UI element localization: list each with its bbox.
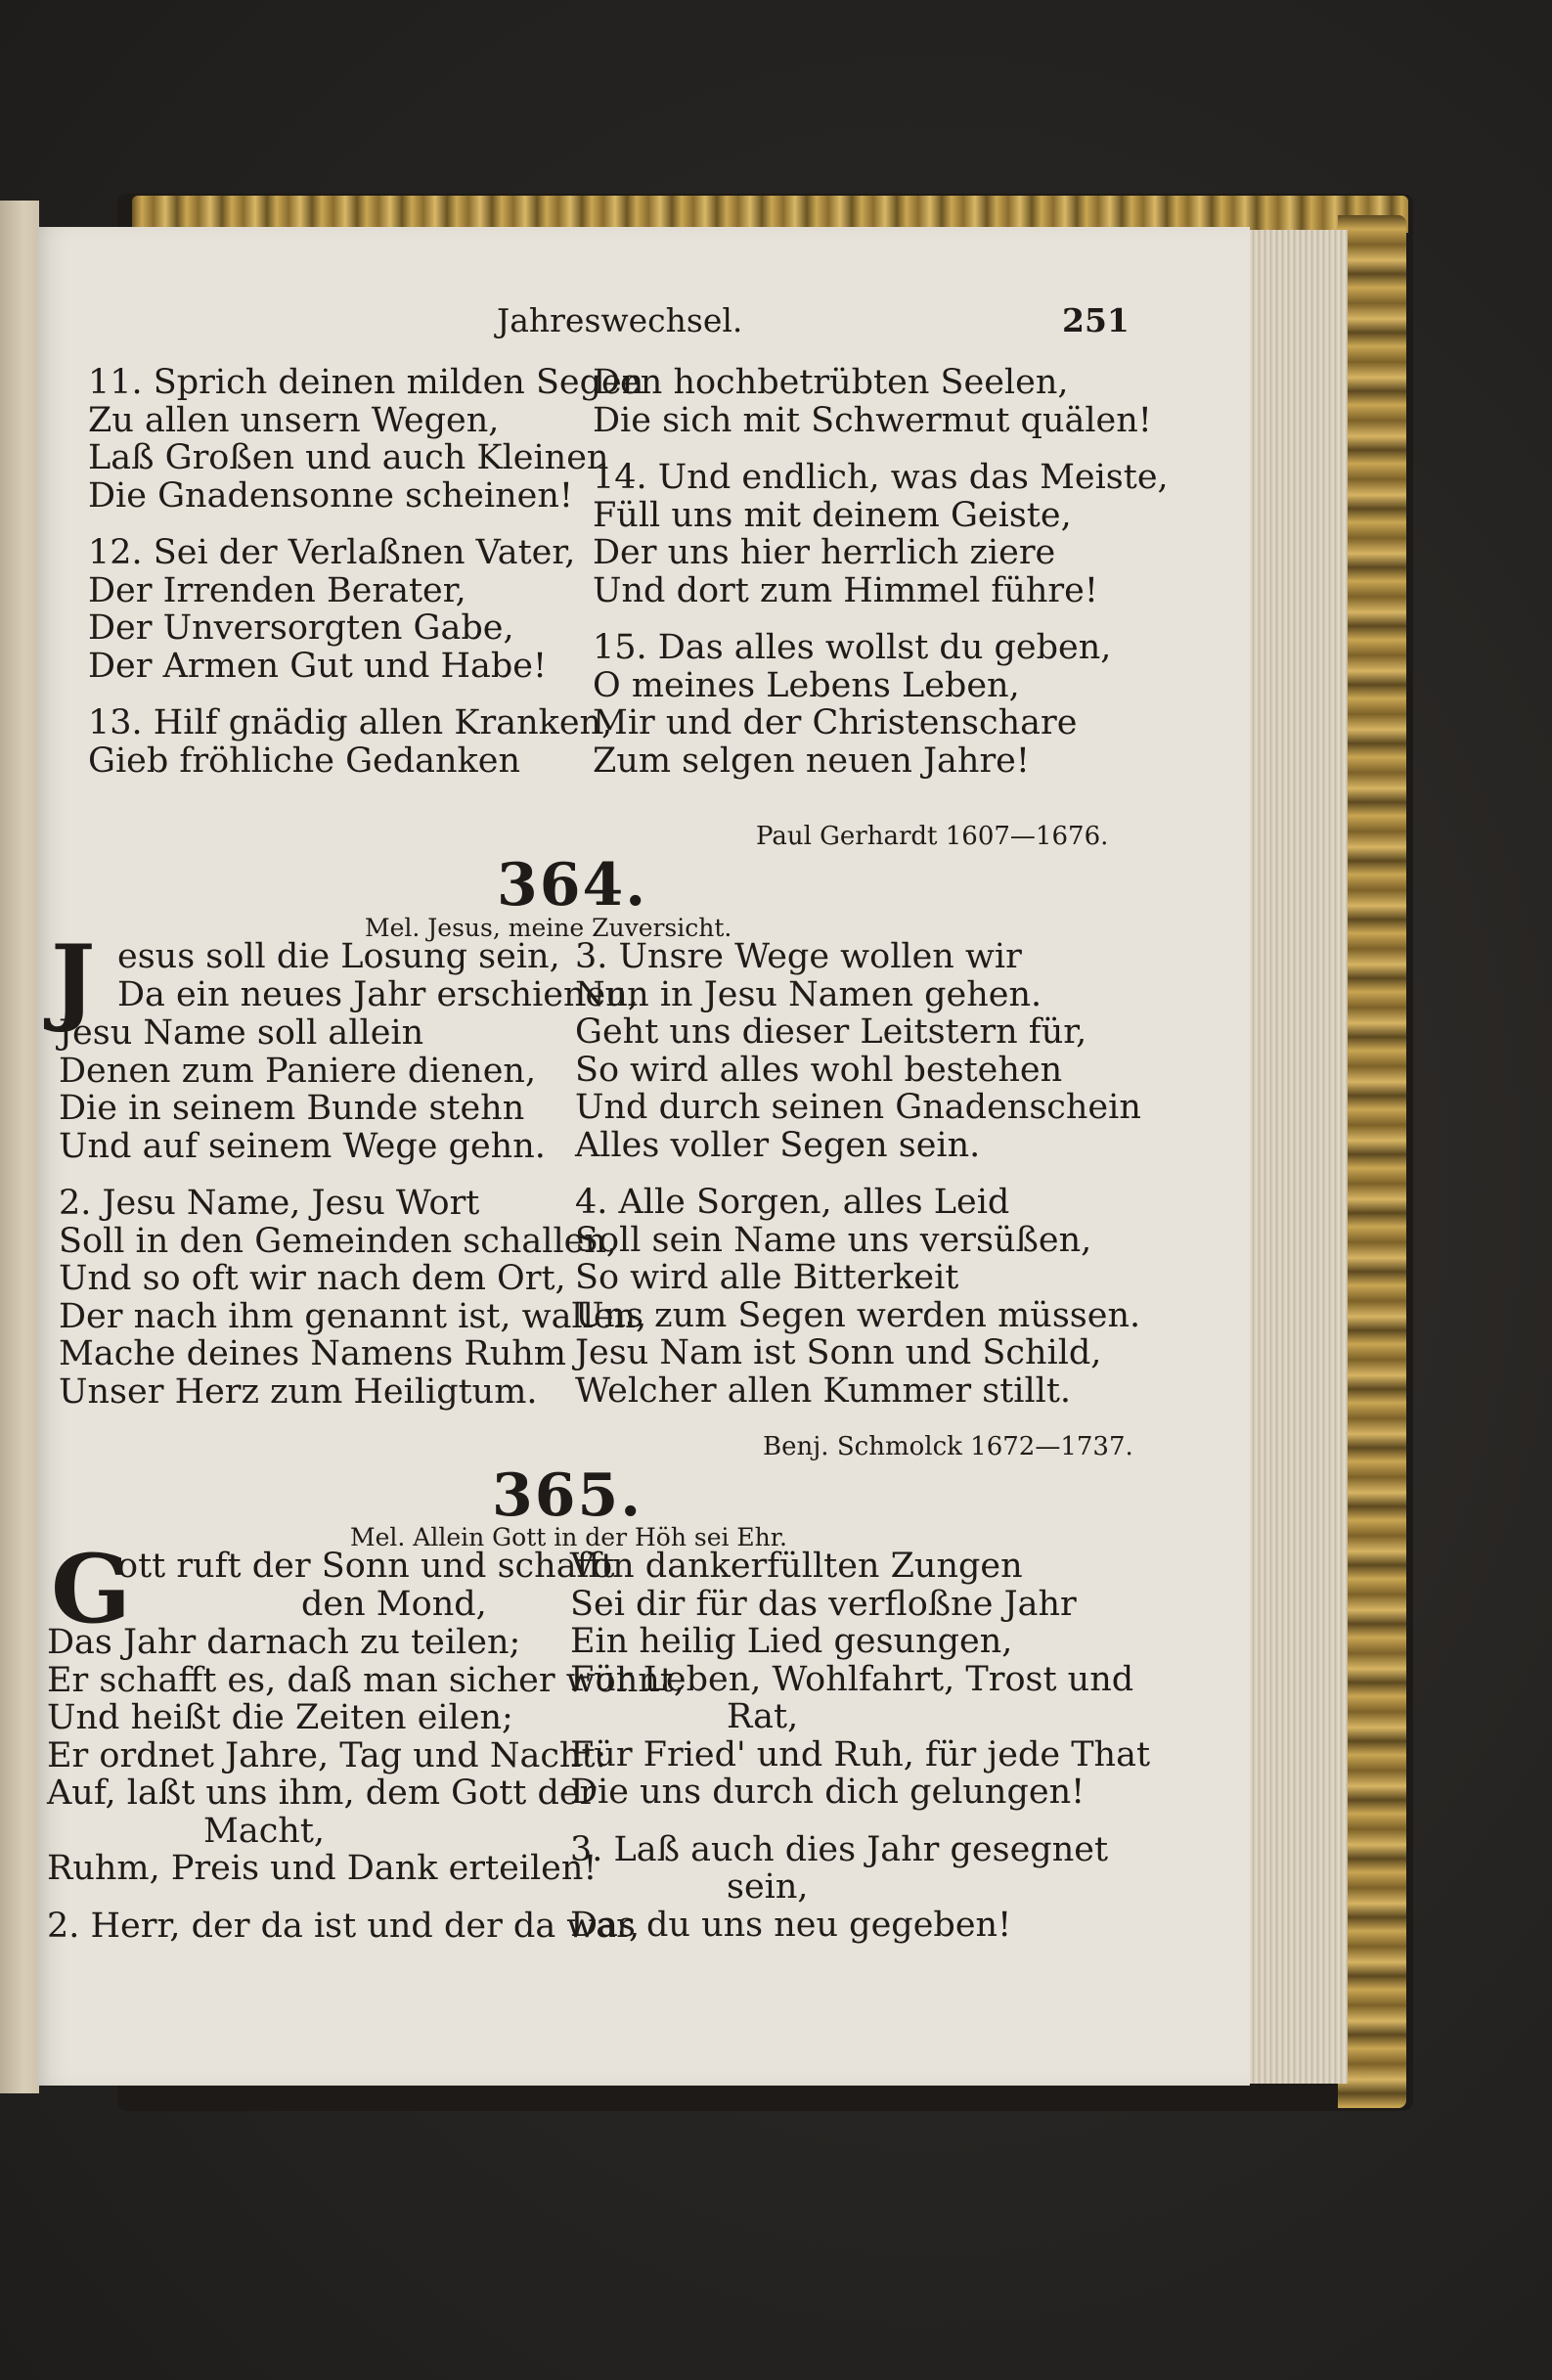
hymn-364-dropcap: J [51, 924, 96, 1035]
page-number: 251 [1062, 301, 1130, 339]
verse-line: So wird alle Bitterkeit [575, 1258, 959, 1297]
verse-line: Für Leben, Wohlfahrt, Trost und [570, 1659, 1134, 1699]
verse-line: Denen zum Paniere dienen, [59, 1051, 537, 1091]
verse-line: Soll sein Name uns versüßen, [575, 1220, 1092, 1260]
stanza-gap [59, 1165, 646, 1185]
stanza-gap [570, 1812, 1150, 1831]
verse-line: Und heißt die Zeiten eilen; [47, 1698, 513, 1737]
verse-line: Von dankerfüllten Zungen [570, 1547, 1023, 1586]
hymn-364-second-line: Da ein neues Jahr erschienen, [117, 975, 639, 1014]
verse-line: 11. Sprich deinen milden Segen [88, 363, 644, 402]
verse-line: Ein heilig Lied gesungen, [570, 1622, 1013, 1661]
verse-line: Zu allen unsern Wegen, [88, 400, 500, 440]
hymn-363-right-column [593, 364, 1169, 780]
hymn-364-melody: Mel. Jesus, meine Zuversicht. [365, 914, 732, 942]
verse-line: Laß Großen und auch Kleinen [88, 438, 609, 477]
verse-line: Zum selgen neuen Jahre! [593, 741, 1030, 781]
verse-line: Und dort zum Himmel führe! [593, 570, 1098, 610]
book-page [37, 227, 1250, 2086]
left-page-edge [0, 201, 39, 2093]
verse-line: Macht, [203, 1811, 326, 1851]
verse-line: 3. Laß auch dies Jahr gesegnet [570, 1829, 1109, 1869]
hymn-365-right-column [570, 1548, 1150, 1944]
verse-line: So wird alles wohl bestehen [575, 1050, 1063, 1090]
hymn-365-number: 365. [492, 1461, 643, 1530]
verse-line: 12. Sei der Verlaßnen Vater, [88, 533, 576, 572]
verse-line: Der uns hier herrlich ziere [593, 533, 1056, 572]
verse-line: 2. Jesu Name, Jesu Wort [59, 1184, 480, 1223]
hymn-365-second-line: den Mond, [301, 1585, 487, 1624]
hymn-363-author: Paul Gerhardt 1607—1676. [756, 822, 1109, 851]
verse-line: 13. Hilf gnädig allen Kranken, [88, 703, 613, 742]
verse-line: Der Unversorgten Gabe, [88, 608, 514, 648]
verse-line: Für Fried' und Ruh, für jede That [570, 1734, 1151, 1774]
gilt-ornament-right [1338, 215, 1406, 2108]
verse-line: Unser Herz zum Heiligtum. [59, 1371, 538, 1412]
verse-line: Mir und der Christenschare [593, 703, 1078, 742]
verse-line: Den hochbetrübten Seelen, [593, 363, 1069, 402]
stanza-gap [593, 439, 1169, 459]
verse-line: Und durch seinen Gnadenschein [575, 1088, 1141, 1127]
hymn-365-first-line: ott ruft der Sonn und schafft [117, 1547, 615, 1586]
verse-line: Und auf seinem Wege gehn. [59, 1126, 546, 1166]
verse-line: Er ordnet Jahre, Tag und Nacht: [47, 1735, 607, 1775]
verse-line: 4. Alle Sorgen, alles Leid [575, 1183, 1010, 1222]
stanza-gap [593, 609, 1169, 629]
verse-line: Der Armen Gut und Habe! [88, 646, 548, 686]
verse-line: sein, [727, 1867, 809, 1907]
hymn-365-melody: Mel. Allein Gott in der Höh sei Ehr. [350, 1523, 787, 1551]
verse-line: Das du uns neu gegeben! [570, 1905, 1012, 1945]
verse-line: Das Jahr darnach zu teilen; [47, 1623, 521, 1662]
verse-line: Und so oft wir nach dem Ort, [59, 1259, 566, 1298]
hymn-363-left-column [88, 364, 643, 780]
verse-line: 2. Herr, der da ist und der da war, [47, 1906, 641, 1946]
verse-line: Welcher allen Kummer stillt. [575, 1370, 1072, 1411]
verse-line: Sei dir für das verfloßne Jahr [570, 1584, 1077, 1624]
verse-line: Der Irrenden Berater, [88, 570, 466, 610]
verse-line: 14. Und endlich, was das Meiste, [593, 458, 1169, 497]
verse-line: Die uns durch dich gelungen! [570, 1773, 1086, 1812]
hymn-364-first-line: esus soll die Losung sein, [117, 937, 560, 976]
verse-line: Rat, [727, 1697, 799, 1736]
stanza-gap [88, 685, 643, 704]
hymn-364-left-column [59, 1014, 646, 1411]
hymn-364-number: 364. [497, 851, 648, 920]
hymn-365-dropcap: G [51, 1534, 131, 1644]
verse-line: 15. Das alles wollst du geben, [593, 628, 1112, 667]
verse-line: Auf, laßt uns ihm, dem Gott der [47, 1774, 597, 1813]
verse-line: Gieb fröhliche Gedanken [88, 741, 521, 781]
hymn-364-right-column [575, 938, 1141, 1410]
running-header: Jahreswechsel. [497, 301, 743, 339]
verse-line: Geht uns dieser Leitstern für, [575, 1012, 1087, 1052]
verse-line: Uns zum Segen werden müssen. [575, 1295, 1141, 1335]
hymn-364-author: Benj. Schmolck 1672—1737. [763, 1432, 1133, 1461]
stanza-gap [575, 1164, 1141, 1184]
verse-line: Die sich mit Schwermut quälen! [593, 400, 1152, 440]
verse-line: Die in seinem Bunde stehn [59, 1089, 525, 1128]
verse-line: Ruhm, Preis und Dank erteilen! [47, 1849, 598, 1888]
verse-line: Er schafft es, daß man sicher wohnt, [47, 1660, 686, 1700]
verse-line: Jesu Nam ist Sonn und Schild, [575, 1333, 1102, 1372]
verse-line: Jesu Name soll allein [59, 1013, 424, 1053]
stanza-gap [88, 515, 643, 534]
verse-line: 3. Unsre Wege wollen wir [575, 937, 1022, 976]
verse-line: O meines Lebens Leben, [593, 665, 1020, 705]
verse-line: Der nach ihm genannt ist, wallen, [59, 1296, 647, 1336]
verse-line: Die Gnadensonne scheinen! [88, 475, 573, 516]
verse-line: Füll uns mit deinem Geiste, [593, 495, 1072, 535]
verse-line: Mache deines Namens Ruhm [59, 1334, 566, 1373]
page-edges [1242, 230, 1348, 2084]
verse-line: Nun in Jesu Namen gehen. [575, 974, 1042, 1014]
verse-line: Alles voller Segen sein. [575, 1125, 981, 1165]
verse-line: Soll in den Gemeinden schallen, [59, 1221, 618, 1261]
